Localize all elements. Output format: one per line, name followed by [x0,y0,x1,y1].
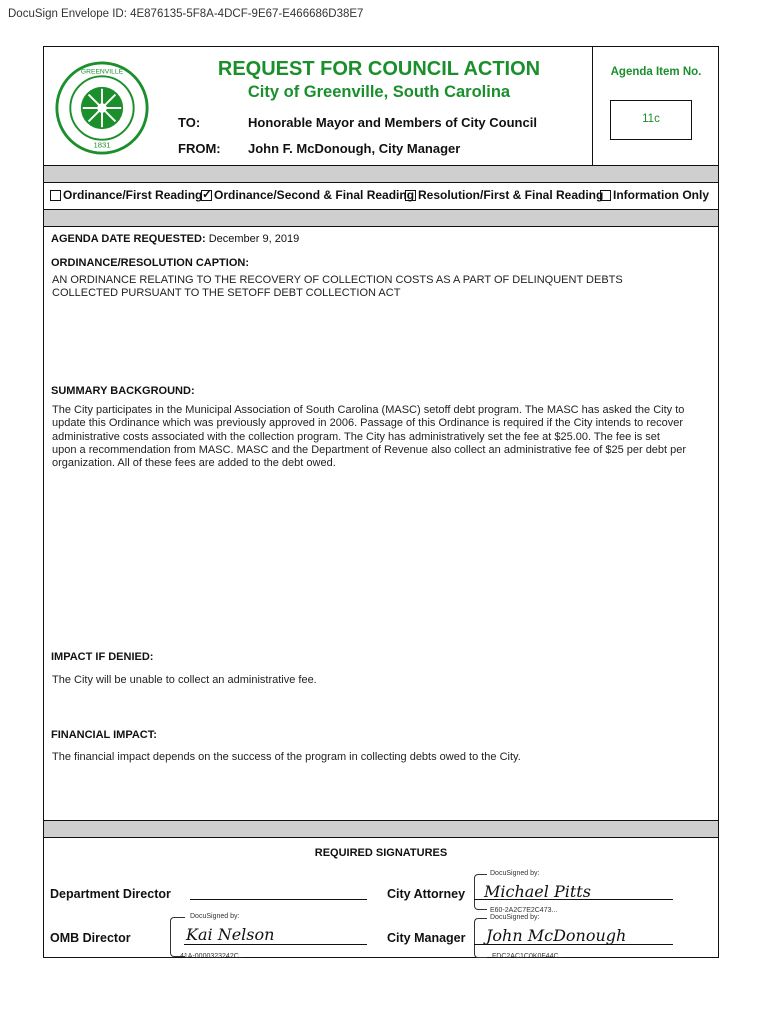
checked-checkbox-icon[interactable] [201,190,212,201]
to-label: TO: [178,115,201,130]
omb-director-signature: Kai Nelson [186,925,275,944]
city-manager-label: City Manager [387,931,466,945]
city-attorney-signature: Michael Pitts [484,882,591,901]
svg-text:GREENVILLE: GREENVILLE [80,68,124,76]
from-label: FROM: [178,141,221,156]
docusigned-by-label: DocuSigned by: [190,913,240,920]
docusigned-by-label: DocuSigned by: [490,914,540,921]
omb-director-signature-line[interactable] [184,944,367,945]
docusign-bracket [170,917,185,957]
checkbox-icon[interactable] [405,190,416,201]
reading-type-row [44,182,718,210]
gray-band-2 [44,209,718,227]
gray-band-3 [44,820,718,838]
checkbox-ordinance-first[interactable]: Ordinance/First Reading [50,188,202,202]
agenda-date-section [51,233,299,245]
checkbox-icon[interactable] [600,190,611,201]
checkbox-ordinance-second-final[interactable]: ✓ Ordinance/Second & Final Reading [201,188,414,202]
checkbox-resolution-first-final[interactable]: Resolution/First & Final Reading [405,188,603,202]
svg-text:1831: 1831 [93,140,111,150]
omb-signer-id: 41A-0000323242C... [180,953,245,960]
gray-band-1 [44,165,718,183]
department-director-label: Department Director [50,887,171,901]
manager-signer-id: FDC2AC1C0K0F44C... [492,953,565,960]
header-divider [592,46,593,166]
signatures-title: REQUIRED SIGNATURES [314,847,448,859]
attorney-signer-id: E60-2A2C7E2C473... [490,907,558,914]
agenda-item-value[interactable]: 11c [610,100,692,140]
agenda-item-label: Agenda Item No. [610,66,702,78]
department-director-signature-line[interactable] [190,899,367,900]
checkbox-icon[interactable] [50,190,61,201]
impact-text: The City will be unable to collect an administrative fee. [52,674,317,686]
envelope-id: DocuSign Envelope ID: 4E876135-5F8A-4DCF-9E67-E466686D38E7 [8,8,364,20]
impact-label: IMPACT IF DENIED: [51,651,154,663]
city-seal-icon [54,60,150,156]
checkbox-information-only[interactable]: Information Only [600,188,709,202]
agenda-date-label: AGENDA DATE REQUESTED: [51,233,206,245]
city-manager-signature: John McDonough [486,926,627,945]
financial-label: FINANCIAL IMPACT: [51,729,157,741]
docusigned-by-label: DocuSigned by: [490,870,540,877]
city-attorney-label: City Attorney [387,887,466,901]
summary-text: The City participates in the Municipal Association of South Carolina (MASC) setoff debt program. The MASC has asked the City to update this Ordinance which was previously approved in 2006. Passage of this Ordinance is required if the City intends to recover administrative costs associated with the collection program. The City has administratively set the fee at $25.00. The fee is set upon a recommendation from MASC. MASC and the Department of Revenue also collect an administrative fee of $25 per debt per organization. All of these fees are added to the debt owed. [52,404,687,470]
from-value: John F. McDonough, City Manager [248,141,461,156]
summary-label: SUMMARY BACKGROUND: [51,385,195,397]
caption-text: AN ORDINANCE RELATING TO THE RECOVERY OF COLLECTION COSTS AS A PART OF DELINQUENT DEBTS COLLECTED PURSUANT TO THE SETOFF DEBT COLLECTION ACT [52,274,623,300]
agenda-date-value: December 9, 2019 [208,233,300,245]
to-value: Honorable Mayor and Members of City Council [248,115,537,130]
city-manager-signature-line[interactable] [474,944,673,945]
omb-director-label: OMB Director [50,931,131,945]
page-title: REQUEST FOR COUNCIL ACTION [217,58,541,80]
city-attorney-signature-line[interactable] [474,899,673,900]
caption-label: ORDINANCE/RESOLUTION CAPTION: [51,257,249,269]
page-subtitle: City of Greenville, South Carolina [247,83,511,101]
financial-text: The financial impact depends on the success of the program in collecting debts owed to the City. [52,751,521,763]
